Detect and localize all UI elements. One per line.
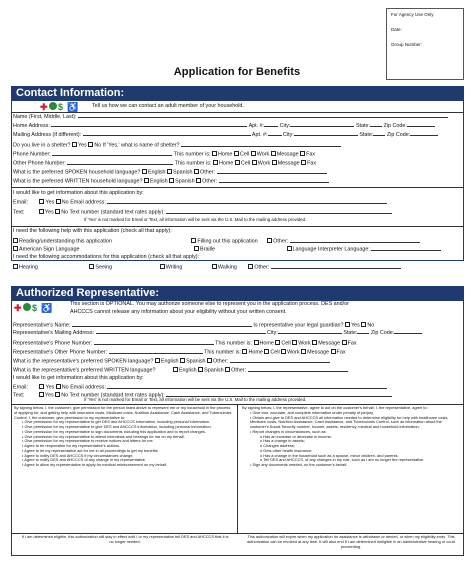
help-row-1	[13, 238, 420, 245]
asl-label: American Sign Language	[19, 246, 80, 253]
list-item: • Sign any documents needed, on the customer's behalf.	[242, 463, 460, 468]
list-item: • Agree to allow my representative to apply for medical reimbursement on my behalf.	[14, 463, 232, 468]
list-item: • Give permission for my representative to attend interviews and hearings for me on my behalf.	[14, 435, 232, 440]
home-label-3: Home	[259, 340, 274, 347]
text-yes-checkbox[interactable]	[39, 209, 44, 214]
name-field[interactable]	[78, 117, 448, 118]
rep-text-no-checkbox[interactable]	[55, 392, 60, 397]
shelter-row	[13, 142, 341, 149]
rep-written-other-checkbox[interactable]	[225, 367, 230, 372]
phone-label: Phone Number:	[13, 151, 51, 158]
walking-label: Walking	[217, 264, 237, 271]
number-is-label-3: This number is:	[215, 340, 253, 347]
sub-list-item: o Has a change in the household such as a spouse, minor children, and parents.	[242, 454, 460, 459]
shelter-question: Do you live in a shelter?	[13, 142, 71, 149]
rep-mail-note: If 'Yes' is not marked for Email or Text, all information will be sent via the U.S. Mail to the mailing address provided.	[84, 397, 307, 402]
message-checkbox-2[interactable]	[272, 160, 277, 165]
other-phone-field[interactable]	[67, 164, 173, 165]
yes-label-5: Yes	[45, 384, 55, 391]
contact-intro: Tell us how we can contact an adult member of your household.	[92, 103, 244, 109]
fax-label-2: Fax	[307, 160, 317, 167]
wheelchair-icon: ♿	[67, 102, 79, 112]
list-item: • Agree to notify DES and AHCCCS of any change in my representative.	[14, 458, 232, 463]
rep-phone-field[interactable]	[94, 344, 214, 345]
cell-label-4: Cell	[270, 349, 280, 356]
rep-written-label: What is the representative's preferred WRITTEN language?	[13, 367, 156, 374]
rep-spoken-row	[13, 358, 330, 365]
other-label-2: Other:	[202, 178, 218, 185]
zip-field-2[interactable]	[410, 135, 438, 136]
home-checkbox-4[interactable]	[242, 349, 247, 354]
list-item: • Agree to be responsible for my representative's actions.	[14, 444, 232, 449]
no-label: No	[94, 142, 102, 149]
email-row	[13, 199, 387, 206]
spoken-lang-label: What is the preferred SPOKEN household language?	[13, 169, 141, 176]
other-help-checkbox[interactable]	[267, 238, 272, 243]
divider	[11, 226, 464, 227]
shelter-name-label: If 'Yes,' what is name of shelter?	[102, 142, 180, 149]
work-checkbox-3[interactable]	[292, 340, 297, 345]
sub-list-item: o Changes address;	[242, 444, 460, 449]
spoken-other-checkbox[interactable]	[194, 169, 199, 174]
english-label-2: English	[149, 178, 168, 185]
customer-intro: By signing below, I, the customer, give permission for the person listed above to represent me or my household in the process of applying for, and getting help with insurance costs, Medicare costs, Nutrition Assistance, Cash Assistance, and Tuberculosis Control. I, the customer, give permission to my representative to:	[14, 405, 232, 420]
spoken-lang-row	[13, 169, 327, 176]
city-label: City:	[279, 123, 291, 129]
cell-checkbox-4[interactable]	[264, 349, 269, 354]
sub-list-item: o Has a change in assets;	[242, 439, 460, 444]
city-field-2[interactable]	[294, 135, 358, 136]
rep-name-label: Representative's Name:	[13, 322, 71, 329]
home-checkbox-3[interactable]	[254, 340, 259, 345]
sub-list-item: o Has an increase or decrease in income;	[242, 435, 460, 440]
red-cross-icon: ✚	[14, 303, 22, 313]
other-accom-field[interactable]	[271, 268, 401, 269]
rep-spoken-spanish-checkbox[interactable]	[180, 358, 185, 363]
rep-section-header	[11, 286, 464, 301]
guardian-yes-checkbox[interactable]	[345, 322, 350, 327]
rep-intro-1: This section is OPTIONAL. You may authorize someone else to represent you in the application process. DES and/or	[70, 301, 349, 307]
written-other-field[interactable]	[219, 182, 329, 183]
state-field-3[interactable]	[357, 333, 369, 334]
filling-checkbox[interactable]	[191, 238, 196, 243]
name-row	[13, 115, 448, 120]
message-checkbox-4[interactable]	[301, 349, 306, 354]
work-checkbox-2[interactable]	[252, 160, 257, 165]
rep-agree-intro: By signing below, I, the representative, agree to act on the customer's behalf. I, the representative, agree to:	[242, 405, 428, 410]
braille-checkbox[interactable]	[194, 246, 199, 251]
asl-checkbox[interactable]	[13, 246, 18, 251]
no-label-3: No	[61, 209, 69, 216]
red-cross-icon: ✚	[40, 102, 48, 112]
spanish-label-2: Spanish	[175, 178, 195, 185]
rep-name-field[interactable]	[72, 326, 252, 327]
rep-name-row	[13, 322, 374, 329]
number-is-label: This number is:	[173, 151, 211, 158]
mailing-label: Mailing Address (if different):	[13, 132, 82, 138]
mail-note: If 'Yes' is not marked for Email or Text, all information will be sent via the U.S. Mail to the mailing address provided.	[84, 217, 307, 222]
email-address-label-2: Email address:	[70, 384, 106, 391]
text-no-checkbox[interactable]	[55, 209, 60, 214]
rep-mailing-label: Representative's Mailing Address:	[13, 330, 95, 336]
zip-label-2: Zip Code:	[386, 132, 411, 138]
text-label-2: Text:	[13, 392, 25, 399]
help-row-2	[13, 246, 441, 253]
rep-spoken-label: What is the representative's preferred SPOKEN language?	[13, 358, 154, 365]
fax-label-4: Fax	[336, 349, 346, 356]
home-checkbox[interactable]	[212, 151, 217, 156]
home-checkbox-2[interactable]	[213, 160, 218, 165]
english-label-3: English	[160, 358, 179, 365]
walking-checkbox[interactable]	[212, 264, 217, 269]
shelter-no-checkbox[interactable]	[88, 142, 93, 147]
rep-email-row	[13, 384, 387, 391]
rep-phone-row	[13, 340, 357, 347]
other-phone-row	[13, 160, 316, 167]
yes-label: Yes	[78, 142, 87, 149]
spoken-spanish-checkbox[interactable]	[167, 169, 172, 174]
work-checkbox-4[interactable]	[281, 349, 286, 354]
rep-written-english-checkbox[interactable]	[173, 367, 178, 372]
list-item: • Give permission for my representative to receive notices and letters for me.	[14, 439, 232, 444]
state-field[interactable]	[370, 126, 382, 127]
home-address-field[interactable]	[51, 126, 247, 127]
agency-title: For Agency Use Only	[391, 12, 434, 17]
email-yes-checkbox[interactable]	[39, 199, 44, 204]
zip-label: Zip Code:	[383, 123, 407, 129]
list-item: • Report changes in circumstances, such as:	[242, 430, 460, 435]
home-label-4: Home	[248, 349, 263, 356]
list-item: • Give permission for my representative to get DES and AHCCCS information, including personal information.	[14, 420, 232, 425]
written-other-checkbox[interactable]	[196, 178, 201, 183]
language-label: Language:	[344, 246, 370, 253]
sub-list-item: o Gets other health insurance;	[242, 449, 460, 454]
written-lang-row	[13, 178, 329, 185]
rep-mailing-field[interactable]	[96, 333, 266, 334]
filling-label: Filling out this application	[197, 238, 258, 245]
guardian-no-checkbox[interactable]	[361, 322, 366, 327]
home-label: Home	[218, 151, 233, 158]
other-help-field[interactable]	[290, 242, 420, 243]
email-no-checkbox[interactable]	[56, 199, 61, 204]
rep-email-no-checkbox[interactable]	[56, 384, 61, 389]
message-label-3: Message	[318, 340, 341, 347]
guardian-question: Is representative your legal guardian?	[253, 322, 344, 329]
rep-written-spanish-checkbox[interactable]	[198, 367, 203, 372]
cell-label: Cell	[239, 151, 250, 158]
service-icons-2	[14, 303, 53, 313]
cell-checkbox-3[interactable]	[275, 340, 280, 345]
no-label-6: No	[61, 392, 69, 399]
apt-label: Apt. #:	[248, 123, 265, 129]
contact-heading: Contact Information:	[16, 87, 125, 99]
list-item: • Give permission for my representative to give DES and AHCCCS information, including personal information.	[14, 425, 232, 430]
state-label: State:	[355, 123, 371, 129]
service-icons	[40, 102, 79, 112]
divider	[11, 187, 464, 188]
shelter-name-field[interactable]	[181, 146, 341, 147]
fax-checkbox-3[interactable]	[342, 340, 347, 345]
english-label: English	[147, 169, 166, 176]
apt-field-2[interactable]	[268, 135, 282, 136]
reading-checkbox[interactable]	[13, 238, 18, 243]
state-field-2[interactable]	[373, 135, 385, 136]
rep-intro-2: AHCCCS cannot release any information about your eligibility without your written consent.	[70, 309, 287, 315]
language-field[interactable]	[371, 250, 441, 251]
no-label-4: No	[367, 322, 375, 329]
spoken-other-field[interactable]	[217, 173, 327, 174]
interpreter-checkbox[interactable]	[287, 246, 292, 251]
email-address-field[interactable]	[107, 203, 387, 204]
fax-checkbox-2[interactable]	[301, 160, 306, 165]
yes-label-2: Yes	[45, 199, 55, 206]
cell-label-2: Cell	[240, 160, 251, 167]
food-icon	[49, 102, 57, 110]
list-item: • Obtain and give to DES and AHCCCS all information needed to determine eligibility for help with healthcare costs, Medicare costs, Nutrition Assistance, Cash Assistance, and Tuberculosis Control, such as information about the customer's Social Security number, income, assets, residency, medical and household information.	[242, 416, 460, 430]
cell-checkbox-2[interactable]	[235, 160, 240, 165]
mailing-address-row	[13, 133, 438, 138]
braille-label: Braille	[200, 246, 216, 253]
other-phone-label: Other Phone Number:	[13, 160, 66, 167]
yes-label-3: Yes	[44, 209, 54, 216]
number-is-label-2: This number is:	[174, 160, 212, 167]
fax-checkbox-4[interactable]	[331, 349, 336, 354]
rep-email-yes-checkbox[interactable]	[39, 384, 44, 389]
rep-mailing-row	[13, 331, 422, 336]
cell-label-3: Cell	[281, 340, 291, 347]
other-label: Other:	[200, 169, 216, 176]
hearing-checkbox[interactable]	[13, 264, 18, 269]
name-label: Name (First, Middle, Last):	[13, 114, 77, 120]
phone-field[interactable]	[52, 155, 172, 156]
city-label-3: City:	[267, 330, 278, 336]
wheelchair-icon: ♿	[41, 303, 53, 313]
text-row	[13, 209, 392, 216]
message-checkbox-3[interactable]	[312, 340, 317, 345]
mailing-field[interactable]	[83, 135, 251, 136]
text-label: Text:	[13, 209, 25, 216]
list-item: • Agree to let my representative act for me in all proceedings to get my benefits.	[14, 449, 232, 454]
dollar-icon: $	[32, 303, 38, 313]
agency-date-label: Date:	[391, 26, 402, 32]
no-label-5: No	[61, 384, 69, 391]
home-label-2: Home	[219, 160, 234, 167]
interpreter-label: Language Interpreter	[292, 246, 343, 253]
message-label-4: Message	[307, 349, 330, 356]
help-question: I need the following help with this application (check all that apply):	[13, 228, 172, 234]
contact-section-header	[11, 86, 464, 101]
dollar-icon: $	[58, 102, 64, 112]
cell-checkbox[interactable]	[234, 151, 239, 156]
agency-group-label: Group Number:	[391, 41, 423, 47]
email-label: Email:	[13, 199, 28, 206]
text-number-label-2: Text number (standard text rates apply):	[69, 392, 165, 399]
rep-text-yes-checkbox[interactable]	[39, 392, 44, 397]
email-address-label: Email address:	[70, 199, 106, 206]
rep-other-phone-label: Representative's Other Phone Number:	[13, 349, 108, 356]
seeing-checkbox[interactable]	[89, 264, 94, 269]
home-address-label: Home Address:	[13, 123, 50, 129]
writing-checkbox[interactable]	[160, 264, 165, 269]
footer-right: This authorization will expire when my application for assistance is withdrawn or denied, or when my eligibility ends. This authorization can be revoked at any time. It will also end if I am determined ineligible in an administrative hearing or court proceeding.	[246, 534, 456, 549]
rep-heading: Authorized Representative:	[16, 287, 160, 299]
list-item: • Agree to notify DES and AHCCCS if my circumstances change.	[14, 454, 232, 459]
sub-list-item: o Tell DES and AHCCCS, of any changes in my role, such as I am no longer the representative.	[242, 458, 460, 463]
rep-email-question: I would like to get information about this application by:	[13, 375, 144, 381]
work-label: Work	[256, 151, 270, 158]
yes-label-4: Yes	[351, 322, 360, 329]
city-field[interactable]	[290, 126, 354, 127]
representative-agreements	[242, 406, 460, 468]
reading-label: Reading/understanding this application	[19, 238, 112, 245]
other-accom-checkbox[interactable]	[248, 264, 253, 269]
state-label-2: State:	[359, 132, 374, 138]
rep-spoken-other-checkbox[interactable]	[207, 358, 212, 363]
work-label-2: Work	[257, 160, 271, 167]
written-english-checkbox[interactable]	[144, 178, 149, 183]
rep-written-row	[13, 367, 348, 374]
no-label-2: No	[61, 199, 69, 206]
rep-spoken-other-field[interactable]	[230, 362, 330, 363]
zip-field-3[interactable]	[394, 333, 422, 334]
footer-left: If I am determined eligible, this authorization will stay in effect until I or my representative tell DES and AHCCCS that it is no longer needed.	[21, 534, 229, 544]
email-label-2: Email:	[13, 384, 28, 391]
accom-question: I need the following accommodations for this application (check all that apply):	[13, 254, 200, 260]
rep-email-address-field[interactable]	[107, 388, 387, 389]
work-label-4: Work	[287, 349, 300, 356]
rep-other-phone-row	[13, 349, 346, 356]
message-checkbox[interactable]	[271, 151, 276, 156]
apt-label-2: Apt. #:	[251, 132, 268, 138]
zip-label-3: Zip Code:	[370, 330, 395, 336]
message-label-2: Message	[277, 160, 300, 167]
number-is-label-4: This number is:	[204, 349, 241, 356]
zip-field[interactable]	[407, 126, 435, 127]
spanish-label-4: Spanish	[204, 367, 224, 374]
text-number-field[interactable]	[166, 213, 392, 214]
writing-label: Writing	[165, 264, 183, 271]
written-spanish-checkbox[interactable]	[169, 178, 174, 183]
shelter-yes-checkbox[interactable]	[72, 142, 77, 147]
rep-other-phone-field[interactable]	[109, 353, 203, 354]
list-item: • Give true, accurate, and complete information under penalty of perjury.	[242, 411, 460, 416]
text-number-label: Text number (standard text rates apply):	[69, 209, 165, 216]
fax-label-3: Fax	[347, 340, 357, 347]
english-label-4: English	[178, 367, 197, 374]
work-label-3: Work	[298, 340, 311, 347]
seeing-label: Seeing	[95, 264, 113, 271]
divider	[11, 112, 464, 113]
spoken-english-checkbox[interactable]	[142, 169, 147, 174]
city-field-3[interactable]	[278, 333, 342, 334]
food-icon	[23, 303, 31, 311]
other-accom-label: Other:	[254, 264, 270, 271]
fax-checkbox[interactable]	[300, 151, 305, 156]
message-label: Message	[276, 151, 299, 158]
city-label-2: City:	[283, 132, 294, 138]
rep-phone-label: Representative's Phone Number:	[13, 340, 93, 347]
apt-field[interactable]	[264, 126, 278, 127]
fax-label: Fax	[306, 151, 316, 158]
other-label-4: Other:	[231, 367, 247, 374]
accom-row	[13, 264, 401, 271]
column-divider	[237, 405, 238, 533]
yes-label-6: Yes	[44, 392, 54, 399]
spanish-label: Spanish	[173, 169, 193, 176]
written-lang-label: What is the preferred WRITTEN household language?	[13, 178, 143, 185]
list-item: • Give permission for my representative to sign documents including this application and to report changes.	[14, 430, 232, 435]
other-help-label: Other:	[273, 238, 289, 245]
other-label-3: Other:	[213, 358, 229, 365]
spanish-label-3: Spanish	[186, 358, 206, 365]
rep-spoken-english-checkbox[interactable]	[155, 358, 160, 363]
hearing-label: Hearing	[19, 264, 38, 271]
work-checkbox[interactable]	[251, 151, 256, 156]
email-question: I would like to get information about this application by:	[13, 190, 144, 196]
customer-permissions	[14, 406, 232, 468]
phone-row	[13, 151, 315, 158]
rep-written-other-field[interactable]	[248, 371, 348, 372]
state-label-3: State:	[343, 330, 358, 336]
home-address-row	[13, 124, 435, 129]
page-title: Application for Benefits	[173, 66, 301, 78]
